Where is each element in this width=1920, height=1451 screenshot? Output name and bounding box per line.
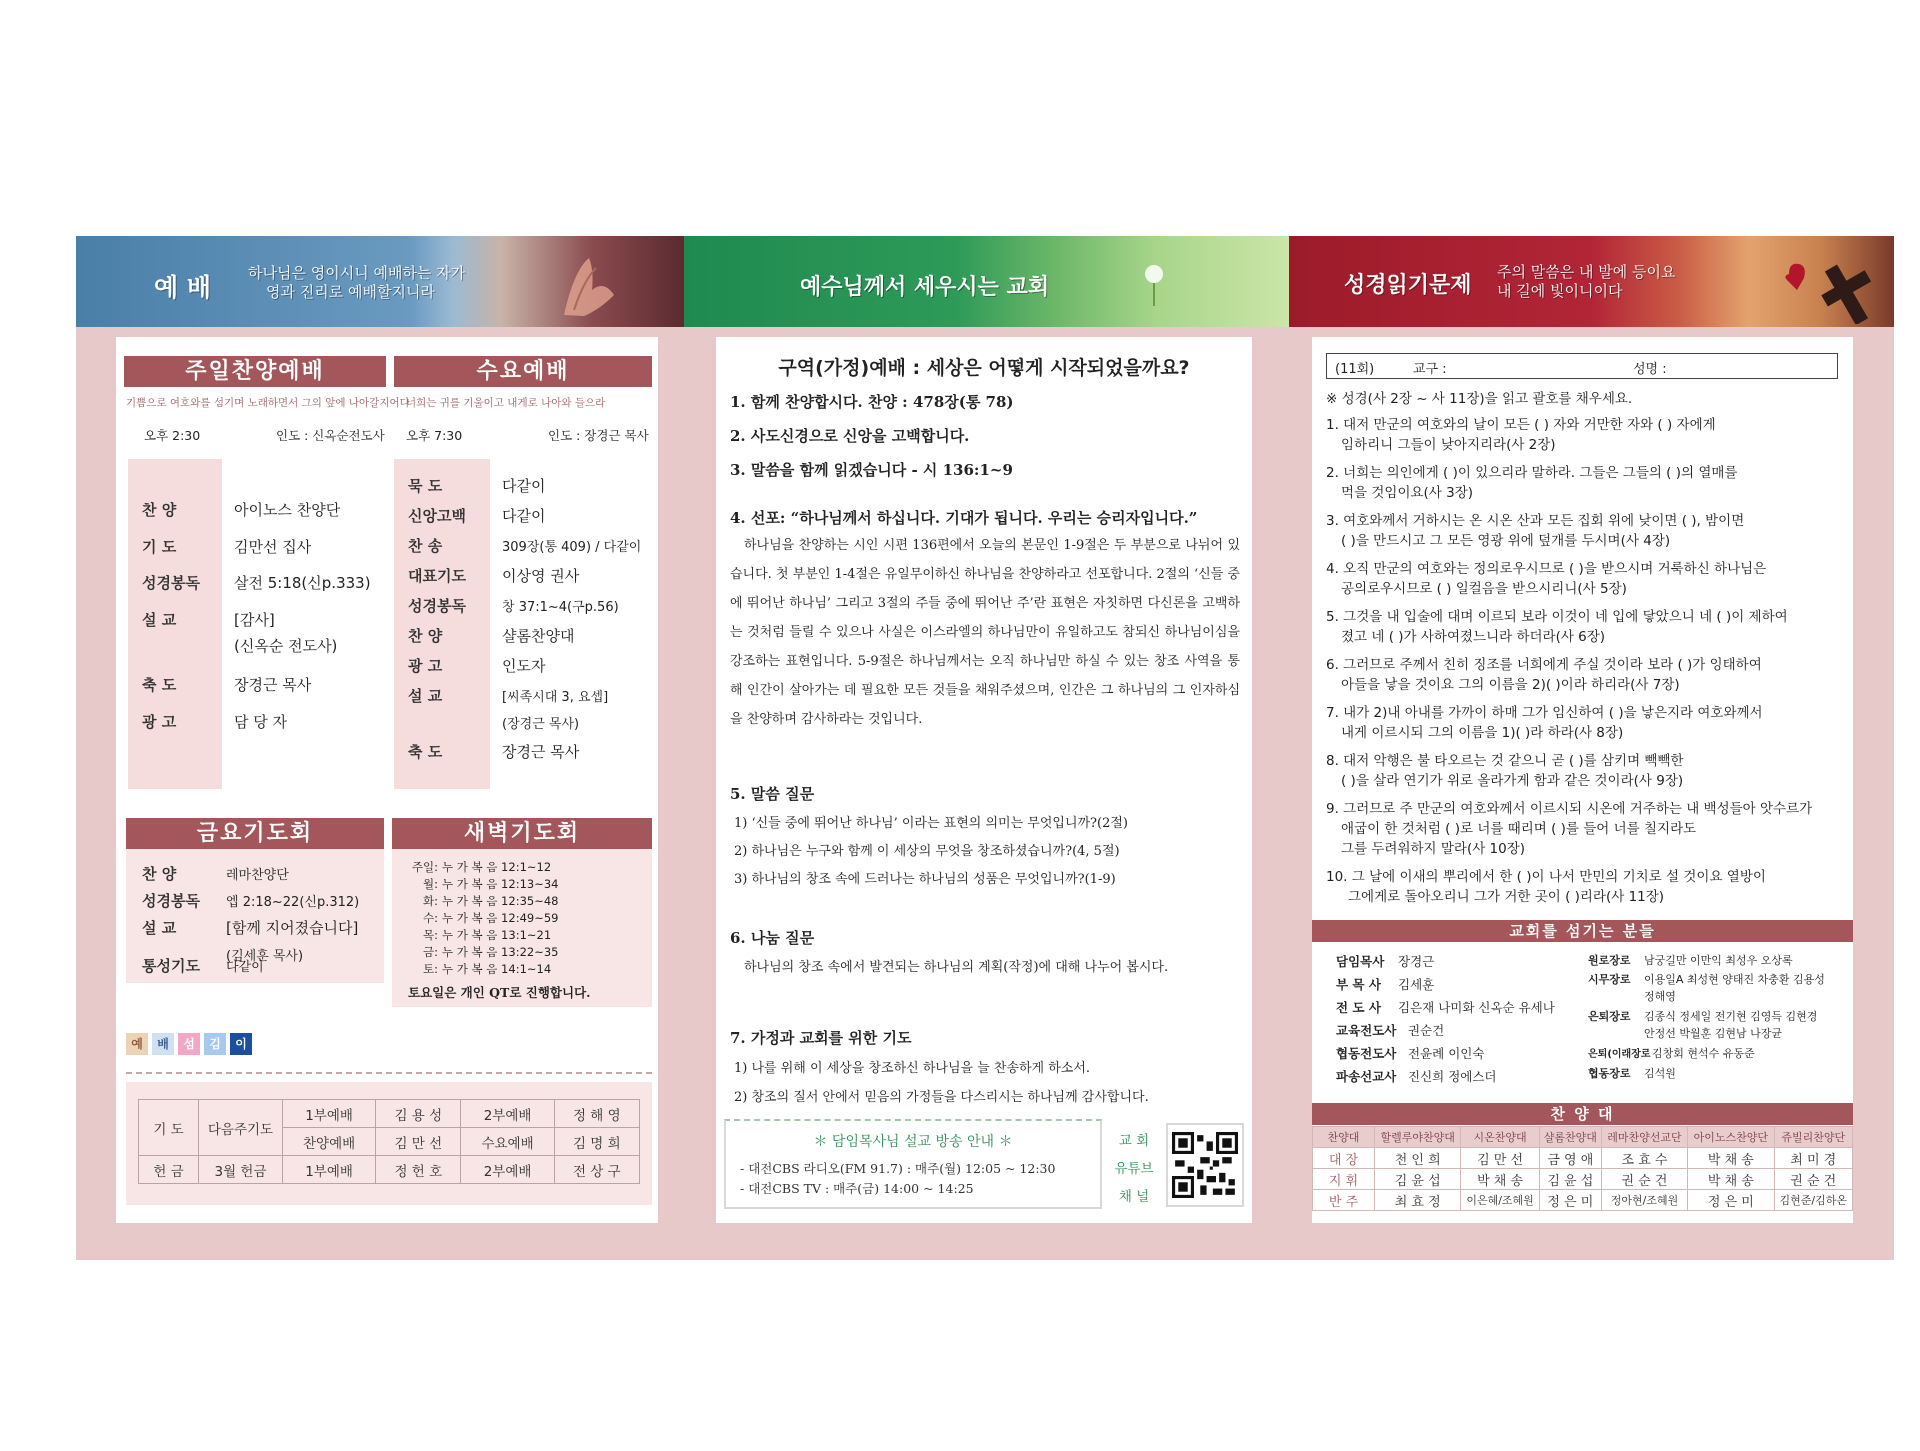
staff-right-role-1: 시무장로 [1588, 973, 1631, 986]
choir-cell: 금 영 애 [1539, 1148, 1601, 1169]
choir-cell: 권 순 건 [1601, 1169, 1687, 1190]
wednesday-value-3: 이상영 권사 [502, 567, 580, 585]
quiz-instruction: ※ 성경(사 2장 ~ 사 11장)을 읽고 괄호를 채우세요. [1326, 391, 1633, 407]
broadcast-title: ＊ 담임목사님 설교 방송 안내 ＊ [813, 1134, 1013, 1150]
friday-label-2: 설 교 [142, 919, 177, 937]
quiz-header-box [1326, 353, 1838, 379]
wednesday-worship-title: 수요예배 [394, 356, 652, 387]
broadcast-tv: - 대전CBS TV : 매주(금) 14:00 ~ 14:25 [740, 1181, 974, 1196]
sunday-value-3: [감사] [234, 611, 275, 629]
duty-1st-service: 1부예배 [283, 1100, 376, 1128]
staff-right-5 [1588, 1045, 1755, 1061]
step-1: 1. 함께 찬양합시다. 찬양 : 478장(통 78) [730, 393, 1014, 411]
choir-header-3: 샬롬찬양대 [1539, 1127, 1601, 1148]
quiz-name: 성명 : [1633, 362, 1667, 377]
choir-cell: 박 채 송 [1688, 1169, 1774, 1190]
friday-value-3: (김세훈 목사) [226, 949, 304, 964]
youtube-qr-code[interactable] [1166, 1123, 1244, 1207]
staff-right-role-5: 은퇴(이래장로 [1588, 1049, 1651, 1060]
choir-table [1312, 1126, 1853, 1211]
dawn-day-4: 목: [423, 928, 438, 942]
word-question-title: 5. 말씀 질문 [730, 785, 815, 803]
quiz-q3-line1: 3. 여호와께서 거하시는 온 시온 산과 모든 집회 위에 낮이면 ( ), 밤이면 [1326, 513, 1745, 529]
quiz-banner-subtitle-1: 주의 말씀은 내 발에 등이요 [1497, 263, 1676, 281]
prayer-2: 2) 창조의 질서 안에서 믿음의 가정들을 다스리시는 하나님께 감사합니다. [734, 1090, 1149, 1105]
dandelion-icon [1124, 256, 1184, 306]
quiz-q6-line1: 6. 그러므로 주께서 친히 징조를 너희에게 주실 것이라 보라 ( )가 잉태하여 [1326, 657, 1762, 673]
praying-hands-icon [544, 250, 624, 320]
choir-row-accompanist: 반 주 [1313, 1190, 1375, 1211]
quiz-q8-line1: 8. 대저 악행은 불 타오르는 것 같으니 곧 ( )를 삼키며 빽빽한 [1326, 753, 1684, 769]
quiz-q10-line1: 10. 그 날에 이새의 뿌리에서 한 ( )이 나서 만민의 기치로 설 것이요 열방이 [1326, 869, 1766, 885]
friday-value-1: 엡 2:18~22(신p.312) [226, 895, 360, 910]
staff-left-0 [1336, 952, 1434, 970]
sunday-label-3: 설 교 [142, 611, 177, 629]
sunday-label-6: 광 고 [142, 713, 177, 731]
staff-role-1: 부 목 사 [1336, 977, 1381, 992]
staff-role-2: 전 도 사 [1336, 1000, 1381, 1015]
wednesday-value-6: 인도자 [502, 657, 546, 675]
worship-banner-subtitle-2: 영과 진리로 예배할지니라 [266, 283, 435, 301]
staff-right-names-1: 이용일A 최성현 양태진 차충환 김용성 [1644, 973, 1825, 986]
staff-right-names-6: 김석원 [1644, 1067, 1676, 1080]
sunday-value-6: 담 당 자 [234, 713, 288, 731]
quiz-q8-line2: ( )을 살라 연기가 위로 올라가게 함과 같은 것이라(사 9장) [1341, 773, 1684, 789]
wednesday-leader: 인도 : 장경근 목사 [548, 428, 649, 443]
quiz-question-2 [1326, 463, 1841, 503]
dawn-order-box [392, 849, 652, 1007]
quiz-question-9 [1326, 799, 1841, 859]
choir-cell: 정 은 미 [1539, 1190, 1601, 1211]
choir-cell: 김현준/김하온 [1774, 1190, 1852, 1211]
quiz-q10-line2: 그에게로 돌아오리니 그가 거한 곳이 ( )리라(사 11장) [1348, 889, 1665, 905]
duty-1st-person: 김 용 성 [376, 1100, 461, 1128]
wednesday-label-6: 광 고 [408, 657, 443, 675]
staff-left-1 [1336, 975, 1434, 993]
staff-right-1 [1588, 971, 1825, 987]
sunday-time: 오후 2:30 [144, 428, 201, 443]
wednesday-value-0: 다같이 [502, 477, 546, 495]
worship-banner [76, 236, 684, 327]
worship-banner-title: 예 배 [154, 273, 212, 302]
staff-names-3: 권순건 [1408, 1023, 1445, 1038]
sunday-label-2: 성경봉독 [142, 574, 200, 592]
badge-ye: 예 [126, 1033, 148, 1055]
wednesday-label-1: 신앙고백 [408, 507, 466, 525]
duty-offering-1st: 1부예배 [283, 1156, 376, 1184]
prayer-1: 1) 나를 위해 이 세상을 창조하신 하나님을 늘 찬송하게 하소서. [734, 1061, 1091, 1076]
friday-order-box [126, 849, 384, 983]
dawn-reading-0: 누 가 복 음 12:1~12 [442, 860, 552, 874]
quiz-q9-line2: 애굽이 한 것처럼 ( )로 너를 때리며 ( )를 들어 너를 칠지라도 [1341, 821, 1697, 837]
staff-title: 교회를 섬기는 분들 [1312, 920, 1853, 942]
dawn-day-6: 토: [423, 962, 438, 976]
dawn-note: 토요일은 개인 QT로 진행합니다. [408, 985, 591, 1000]
dawn-reading-5: 누 가 복 음 13:22~35 [442, 945, 559, 959]
staff-right-names-2: 정해영 [1644, 990, 1676, 1003]
sunday-label-5: 축 도 [142, 676, 177, 694]
prayer-title: 7. 가정과 교회를 위한 기도 [730, 1029, 912, 1047]
choir-cell: 권 순 건 [1774, 1169, 1852, 1190]
dawn-day-3: 수: [423, 911, 438, 925]
duty-offering-month: 3월 헌금 [199, 1156, 283, 1184]
dawn-day-0: 주일: [411, 860, 438, 874]
cell-worship-title: 구역(가정)예배 : 세상은 어떻게 시작되었을까요? [778, 357, 1190, 379]
duty-prayer-label: 기 도 [139, 1100, 199, 1156]
choir-cell: 조 효 수 [1601, 1148, 1687, 1169]
quiz-q2-line2: 먹을 것임이요(사 3장) [1341, 485, 1474, 501]
quiz-question-4 [1326, 559, 1841, 599]
staff-right-names-5: 김창회 현석수 유동준 [1652, 1047, 1755, 1060]
wednesday-value-8: (장경근 목사) [502, 717, 580, 732]
duty-praise-person: 김 만 선 [376, 1128, 461, 1156]
qr-code-icon [1172, 1132, 1238, 1198]
duty-2nd-person: 정 해 영 [554, 1100, 639, 1128]
dawn-reading-6: 누 가 복 음 14:1~14 [442, 962, 552, 976]
word-question-3: 3) 하나님의 창조 속에 드러나는 하나님의 성품은 무엇입니까?(1-9) [734, 872, 1116, 887]
choir-cell: 박 채 송 [1688, 1148, 1774, 1169]
choir-cell: 박 채 송 [1461, 1169, 1539, 1190]
badge-gim: 김 [204, 1033, 226, 1055]
bible-quiz-panel [1312, 337, 1853, 1223]
staff-right-4 [1644, 1025, 1782, 1041]
wednesday-label-4: 성경봉독 [408, 597, 466, 615]
friday-label-0: 찬 양 [142, 865, 177, 883]
word-question-1: 1) ‘신들 중에 뛰어난 하나님’ 이라는 표현의 의미는 무엇입니까?(2절) [734, 816, 1129, 831]
choir-cell: 최 효 정 [1375, 1190, 1461, 1211]
quiz-banner [1289, 236, 1894, 327]
choir-header-5: 아이노스찬양단 [1688, 1127, 1774, 1148]
duty-2nd-service: 2부예배 [461, 1100, 554, 1128]
quiz-q1-line1: 1. 대저 만군의 여호와의 날이 모든 ( ) 자와 거만한 자와 ( ) 자에게 [1326, 417, 1716, 433]
choir-cell: 이은혜/조혜원 [1461, 1190, 1539, 1211]
quiz-q5-line2: 졌고 네 ( )가 사하여졌느니라 하더라(사 6장) [1341, 629, 1606, 645]
duty-offering-2nd-person: 전 상 구 [554, 1156, 639, 1184]
choir-header-4: 레마찬양선교단 [1601, 1127, 1687, 1148]
broadcast-box [724, 1119, 1102, 1209]
dashed-divider [126, 1072, 652, 1074]
sunday-value-2: 살전 5:18(신p.333) [234, 574, 371, 592]
quiz-q4-line1: 4. 오직 만군의 여호와는 정의로우시므로 ( )을 받으시며 거룩하신 하나님은 [1326, 561, 1767, 577]
duty-offering-1st-person: 정 헌 호 [376, 1156, 461, 1184]
sermon-title: 4. 선포: “하나님께서 하십니다. 기대가 됩니다. 우리는 승리자입니다.” [730, 509, 1198, 527]
cross-heart-icon [1759, 244, 1889, 324]
quiz-q3-line2: ( )을 만드시고 그 모든 영광 위에 덮개를 두시며(사 4장) [1341, 533, 1671, 549]
wednesday-value-2: 309장(통 409) / 다같이 [502, 540, 642, 555]
step-2: 2. 사도신경으로 신앙을 고백합니다. [730, 427, 970, 445]
worship-banner-subtitle-1: 하나님은 영이시니 예배하는 자가 [248, 264, 466, 282]
quiz-q7-line2: 내게 이르시되 그의 이름을 1)( )라 하라(사 8장) [1341, 725, 1624, 741]
choir-cell: 정 은 미 [1688, 1190, 1774, 1211]
choir-cell: 천 인 희 [1375, 1148, 1461, 1169]
choir-title: 찬 양 대 [1312, 1103, 1853, 1125]
staff-left-5 [1336, 1067, 1497, 1085]
staff-role-4: 협동전도사 [1336, 1046, 1397, 1061]
choir-cell: 김 만 선 [1461, 1148, 1539, 1169]
quiz-round: (11회) [1335, 362, 1375, 377]
staff-names-4: 전윤례 이인숙 [1408, 1046, 1485, 1061]
duty-offering-label: 헌 금 [139, 1156, 199, 1184]
staff-right-6 [1588, 1065, 1676, 1081]
duty-offering-2nd: 2부예배 [461, 1156, 554, 1184]
staff-right-names-0: 남궁길만 이만익 최성우 오상록 [1644, 954, 1793, 967]
badge-seom: 섬 [178, 1033, 200, 1055]
choir-row-leader: 대 장 [1313, 1148, 1375, 1169]
staff-right-role-6: 협동장로 [1588, 1067, 1631, 1080]
badge-bae: 배 [152, 1033, 174, 1055]
dawn-prayer-title: 새벽기도회 [392, 818, 652, 849]
staff-left-3 [1336, 1021, 1444, 1039]
staff-role-3: 교육전도사 [1336, 1023, 1397, 1038]
choir-header-6: 쥬빌리찬양단 [1774, 1127, 1852, 1148]
wednesday-order-box [394, 459, 652, 789]
share-question: 하나님의 창조 속에서 발견되는 하나님의 계획(작정)에 대해 나누어 봅시다. [744, 960, 1169, 975]
quiz-q2-line1: 2. 너희는 의인에게 ( )이 있으리라 말하라. 그들은 그들의 ( )의 열매를 [1326, 465, 1738, 481]
badge-row [126, 1033, 276, 1055]
share-question-title: 6. 나눔 질문 [730, 929, 815, 947]
sunday-value-4: (신옥순 전도사) [234, 637, 338, 655]
wednesday-value-1: 다같이 [502, 507, 546, 525]
choir-cell: 정아현/조혜원 [1601, 1190, 1687, 1211]
choir-cell: 김 윤 섭 [1539, 1169, 1601, 1190]
choir-row-conductor: 지 휘 [1313, 1169, 1375, 1190]
staff-right-2 [1644, 988, 1676, 1004]
channel-line-3: 채 널 [1118, 1189, 1150, 1205]
quiz-q7-line1: 7. 내가 2)내 아내를 가까이 하매 그가 임신하여 ( )을 낳은지라 여호와께서 [1326, 705, 1763, 721]
staff-left-2 [1336, 998, 1555, 1016]
staff-right-role-0: 원로장로 [1588, 954, 1631, 967]
wednesday-label-2: 찬 송 [408, 537, 443, 555]
quiz-banner-subtitle-2: 내 길에 빛이니이다 [1497, 282, 1623, 300]
duty-wed-person: 김 명 희 [554, 1128, 639, 1156]
staff-names-5: 진신희 정에스더 [1408, 1069, 1497, 1084]
dawn-day-5: 금: [423, 945, 438, 959]
quiz-q9-line1: 9. 그러므로 주 만군의 여호와께서 이르시되 시온에 거주하는 내 백성들아 앗수르가 [1326, 801, 1813, 817]
dawn-day-1: 월: [423, 877, 438, 891]
channel-line-1: 교 회 [1118, 1133, 1150, 1149]
choir-header-0: 찬양대 [1313, 1127, 1375, 1148]
staff-right-names-3: 김종식 정세일 전기현 김영득 김현경 [1644, 1010, 1818, 1023]
duty-wed-service: 수요예배 [461, 1128, 554, 1156]
sunday-verse: 기쁨으로 여호와를 섬기며 노래하면서 그의 앞에 나아갈지어다 [126, 397, 410, 409]
staff-right-3 [1588, 1008, 1817, 1024]
sermon-body: 하나님을 찬양하는 시인 시편 136편에서 오늘의 본문인 1-9절은 두 부분으로 나뉘어 있습니다. 첫 부분인 1-4절은 유일무이하신 하나님을 찬양하라고 선포합니다. 2절의 ‘신들 중에 뛰어난 하나님’ 그리고 3절의 주들 중에 뛰어난 주’란 표현은 자칫하면 다신론을 고백하는 것처럼 들릴 수 있으나 사실은 이스라엘의 하나님만이 유일하고도 참되신 하나님이심을 강조하는 표현입니다. 5-9절은 하나님께서는 오직 하나님만 하실 수 있는 창조 사역을 통해 인간이 살아가는 데 필요한 모든 것들을 채워주셨으며, 인간은 그 하나님의 그 인자하심을 찬양하며 감사하라는 것입니다. [730, 538, 1240, 727]
duty-praise-service: 찬양예배 [283, 1128, 376, 1156]
staff-role-0: 담임목사 [1336, 954, 1385, 969]
broadcast-radio: - 대전CBS 라디오(FM 91.7) : 매주(월) 12:05 ~ 12:30 [740, 1161, 1056, 1176]
friday-prayer-title: 금요기도회 [126, 818, 384, 849]
dawn-reading-4: 누 가 복 음 13:1~21 [442, 928, 552, 942]
sunday-label-1: 기 도 [142, 538, 177, 556]
wednesday-label-9: 축 도 [408, 743, 443, 761]
choir-cell: 김 윤 섭 [1375, 1169, 1461, 1190]
quiz-district: 교구 : [1413, 362, 1447, 377]
wednesday-value-4: 창 37:1~4(구p.56) [502, 600, 619, 615]
channel-line-2: 유튜브 [1114, 1161, 1154, 1177]
wednesday-label-7: 설 교 [408, 687, 443, 705]
friday-label-4: 통성기도 [142, 957, 200, 975]
sunday-order-box [128, 459, 386, 789]
quiz-q4-line2: 공의로우시므로 ( ) 일컬음을 받으시리니(사 5장) [1341, 581, 1627, 597]
friday-value-4: 다같이 [226, 960, 264, 975]
quiz-q9-line3: 그를 두려워하지 말라(사 10장) [1341, 841, 1526, 857]
wednesday-value-5: 샬롬찬양대 [502, 627, 575, 645]
wednesday-value-7: [씨족시대 3, 요셉] [502, 690, 609, 705]
staff-names-2: 김은재 나미화 신옥순 유세나 [1398, 1000, 1555, 1015]
sunday-value-5: 장경근 목사 [234, 676, 312, 694]
quiz-question-3 [1326, 511, 1841, 551]
bulletin-sheet [76, 236, 1894, 1260]
wednesday-label-3: 대표기도 [408, 567, 466, 585]
sunday-value-0: 아이노스 찬양단 [234, 501, 341, 519]
dawn-reading-2: 누 가 복 음 12:35~48 [442, 894, 559, 908]
badge-i: 이 [230, 1033, 252, 1055]
youtube-channel-label [1112, 1127, 1156, 1211]
church-banner-title: 예수님께서 세우시는 교회 [800, 275, 1050, 300]
staff-right-names-4: 안정선 박월훈 김현남 나장균 [1644, 1027, 1783, 1040]
staff-right-0 [1588, 952, 1793, 968]
step-3: 3. 말씀을 함께 읽겠습니다 - 시 136:1~9 [730, 461, 1013, 479]
quiz-question-10 [1326, 867, 1841, 907]
choir-header-1: 할렐루야찬양대 [1375, 1127, 1461, 1148]
wednesday-label-5: 찬 양 [408, 627, 443, 645]
friday-label-1: 성경봉독 [142, 892, 200, 910]
wednesday-verse: 너희는 귀를 기울이고 내게로 나아와 들으라 [406, 397, 606, 409]
quiz-question-5 [1326, 607, 1841, 647]
sunday-value-1: 김만선 집사 [234, 538, 312, 556]
dawn-day-2: 화: [423, 894, 438, 908]
quiz-q6-line2: 아들을 낳을 것이요 그의 이름을 2)( )이라 하리라(사 7장) [1341, 677, 1680, 693]
friday-value-2: [함께 지어졌습니다] [226, 919, 359, 937]
sunday-label-0: 찬 양 [142, 501, 177, 519]
dawn-reading-1: 누 가 복 음 12:13~34 [442, 877, 559, 891]
quiz-question-7 [1326, 703, 1841, 743]
sunday-worship-title: 주일찬양예배 [124, 356, 386, 387]
wednesday-time: 오후 7:30 [406, 428, 463, 443]
friday-value-0: 레마찬양단 [226, 868, 289, 883]
duty-table [138, 1099, 640, 1184]
staff-names-1: 김세훈 [1398, 977, 1435, 992]
wednesday-label-0: 묵 도 [408, 477, 443, 495]
staff-left-4 [1336, 1044, 1484, 1062]
quiz-q1-line2: 임하리니 그들이 낮아지리라(사 2장) [1341, 437, 1556, 453]
quiz-question-6 [1326, 655, 1841, 695]
sunday-leader: 인도 : 신옥순전도사 [276, 428, 385, 443]
church-banner [684, 236, 1289, 327]
word-question-2: 2) 하나님은 누구와 함께 이 세상의 무엇을 창조하셨습니까?(4, 5절) [734, 844, 1120, 859]
staff-names-0: 장경근 [1398, 954, 1435, 969]
choir-header-2: 시온찬양대 [1461, 1127, 1539, 1148]
quiz-question-8 [1326, 751, 1841, 791]
choir-cell: 최 미 경 [1774, 1148, 1852, 1169]
quiz-question-1 [1326, 415, 1841, 455]
dawn-reading-3: 누 가 복 음 12:49~59 [442, 911, 559, 925]
worship-panel [116, 337, 658, 1223]
cell-worship-panel [716, 337, 1252, 1223]
duty-next-prayer: 다음주기도 [199, 1100, 283, 1156]
quiz-q5-line1: 5. 그것을 내 입술에 대며 이르되 보라 이것이 네 입에 닿았으니 네 ( )이 제하여 [1326, 609, 1788, 625]
staff-role-5: 파송선교사 [1336, 1069, 1397, 1084]
quiz-banner-title: 성경읽기문제 [1344, 273, 1472, 298]
staff-right-role-3: 은퇴장로 [1588, 1010, 1631, 1023]
wednesday-value-9: 장경근 목사 [502, 743, 580, 761]
